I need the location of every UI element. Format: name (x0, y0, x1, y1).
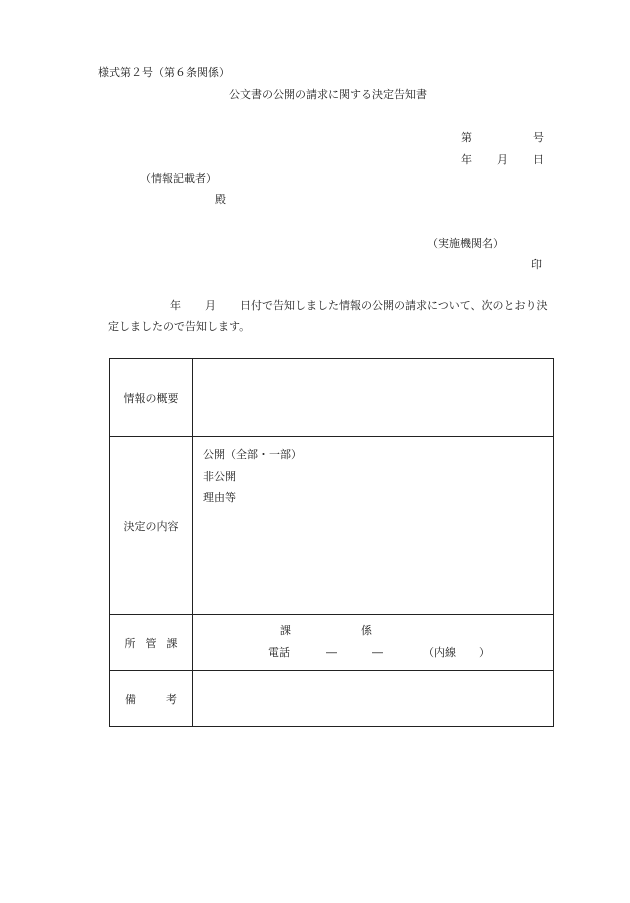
phone-dash-1: ― (326, 646, 337, 659)
extension-open: （内線 (423, 646, 456, 659)
department-value-cell (193, 615, 554, 671)
phone-dash-2: ― (372, 646, 383, 659)
date-year: 年 (461, 153, 472, 166)
decision-line-disclosure: 公開（全部・一部） (203, 448, 302, 461)
department-label: 所管課 (124, 636, 188, 650)
recipient-label: （情報記載者） (140, 172, 217, 185)
decision-form-table (109, 358, 554, 727)
decision-lines (203, 444, 302, 509)
decision-row (110, 437, 554, 615)
document-title: 公文書の公開の請求に関する決定告知書 (229, 88, 427, 101)
body-year: 年 (170, 299, 181, 312)
department-row (110, 615, 554, 671)
extension-close: ） (479, 646, 490, 659)
phone-label: 電話 (268, 646, 290, 659)
department-section-suffix: 課 (280, 624, 291, 637)
date-month: 月 (497, 153, 508, 166)
decision-label: 決定の内容 (123, 519, 179, 533)
decision-label-cell (110, 437, 193, 615)
decision-line-reasons: 理由等 (203, 491, 236, 504)
remarks-row (110, 671, 554, 727)
remarks-value-cell (193, 671, 554, 727)
decision-value-cell (193, 437, 554, 615)
remarks-label-cell (110, 671, 207, 727)
body-month: 月 (205, 299, 216, 312)
issuer-seal: 印 (531, 258, 542, 271)
decision-line-nondisclosure: 非公開 (203, 469, 236, 483)
remarks-label: 備考 (125, 692, 207, 706)
body-line1: 日付で告知しました情報の公開の請求について、次のとおり決 (240, 299, 548, 312)
body-line2: 定しましたので告知します。 (108, 320, 251, 333)
recipient-honorific: 殿 (215, 193, 226, 206)
overview-label-cell (110, 359, 193, 437)
overview-value-cell (193, 359, 554, 437)
department-label-cell (110, 615, 193, 671)
department-subsection-suffix: 係 (361, 624, 372, 637)
form-number: 様式第２号（第６条関係） (98, 66, 230, 79)
overview-row (110, 359, 554, 437)
issuer-label: （実施機関名） (427, 237, 504, 250)
overview-label: 情報の概要 (123, 391, 179, 405)
reference-number-prefix: 第 (461, 131, 472, 144)
reference-number-suffix: 号 (533, 131, 544, 144)
date-day: 日 (533, 153, 544, 166)
